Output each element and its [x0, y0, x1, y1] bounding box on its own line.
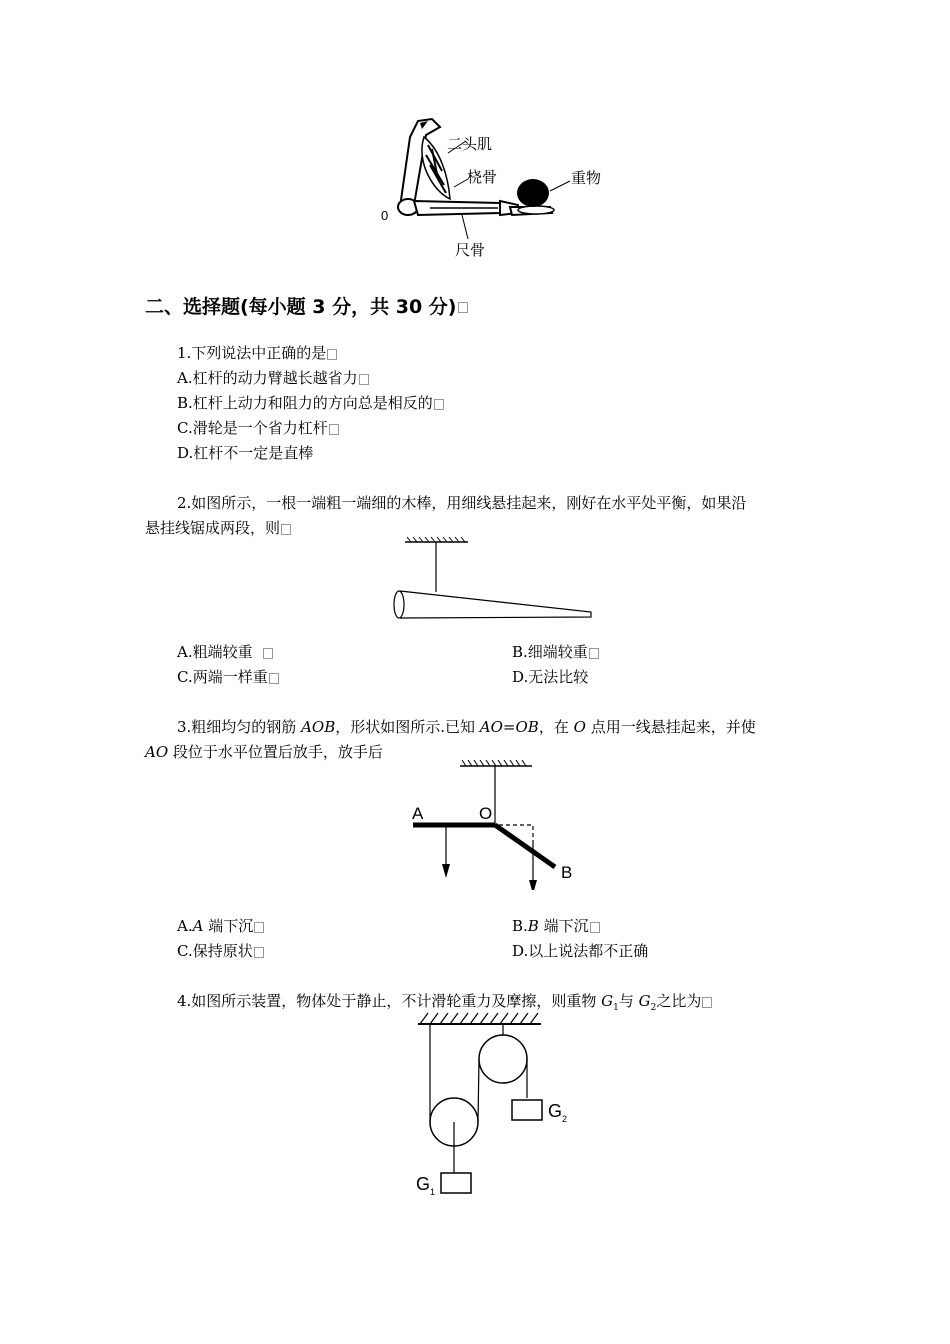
bent-rod-figure — [405, 760, 590, 890]
fixed-pulley — [479, 1035, 527, 1083]
q2-stem-line2: 悬挂线锯成两段，则 — [145, 517, 291, 538]
label-o: O — [479, 804, 493, 823]
q1-option-a[interactable]: A.杠杆的动力臂越长越省力 — [177, 367, 369, 388]
tapered-stick — [400, 591, 591, 618]
q2-stem-line1: 2.如图所示，一根一端粗一端细的木棒，用细线悬挂起来，刚好在水平处平衡，如果沿 — [177, 494, 747, 512]
q2-option-c[interactable]: C.两端一样重 — [177, 666, 279, 687]
label-ulna: 尺骨 — [455, 242, 486, 259]
arm-lever-figure — [370, 115, 620, 265]
pulley-figure — [405, 1010, 595, 1205]
q1-stem: 1.下列说法中正确的是 — [177, 342, 337, 363]
q2-option-b[interactable]: B.细端较重 — [512, 641, 599, 662]
section-title: 二、选择题(每小题 3 分，共 30 分) — [145, 292, 468, 319]
label-g1: $G_1$ — [416, 1174, 436, 1197]
rod-ob — [495, 825, 555, 867]
q2-option-a[interactable]: A.粗端较重 — [177, 641, 273, 662]
label-weight: 重物 — [571, 170, 602, 187]
label-b: B — [561, 863, 573, 882]
placeholder-box — [458, 302, 468, 313]
label-a: A — [412, 804, 424, 823]
q3-stem-line2: AO 段位于水平位置后放手，放手后 — [145, 743, 383, 761]
q1-option-b[interactable]: B.杠杆上动力和阻力的方向总是相反的 — [177, 392, 444, 413]
q4-stem: 4.如图所示装置，物体处于静止，不计滑轮重力及摩擦，则重物 $G_1$与 $G_2$之比为 — [177, 990, 712, 1013]
q3-stem-line1: 3.粗细均匀的钢筋 AOB，形状如图所示.已知 AO=OB，在 O 点用一线悬挂起来，并使 — [177, 718, 756, 736]
weight-g2 — [512, 1100, 542, 1120]
weight-ball — [517, 179, 549, 207]
q3-option-a[interactable]: A.A 端下沉 — [177, 915, 264, 936]
q2-option-d[interactable]: D.无法比较 — [512, 668, 589, 686]
q1-option-d[interactable]: D.杠杆不一定是直棒 — [177, 444, 314, 462]
q3-option-d[interactable]: D.以上说法都不正确 — [512, 942, 649, 960]
q3-option-b[interactable]: B.B 端下沉 — [512, 915, 600, 936]
label-pivot: 0 — [381, 208, 389, 223]
q3-option-c[interactable]: C.保持原状 — [177, 940, 264, 961]
label-biceps: 二头肌 — [447, 136, 493, 153]
label-radius: 桡骨 — [467, 169, 498, 186]
weight-g1 — [441, 1173, 471, 1193]
tapered-stick-figure — [380, 536, 610, 626]
label-g2: $G_2$ — [548, 1101, 568, 1124]
q1-option-c[interactable]: C.滑轮是一个省力杠杆 — [177, 417, 339, 438]
